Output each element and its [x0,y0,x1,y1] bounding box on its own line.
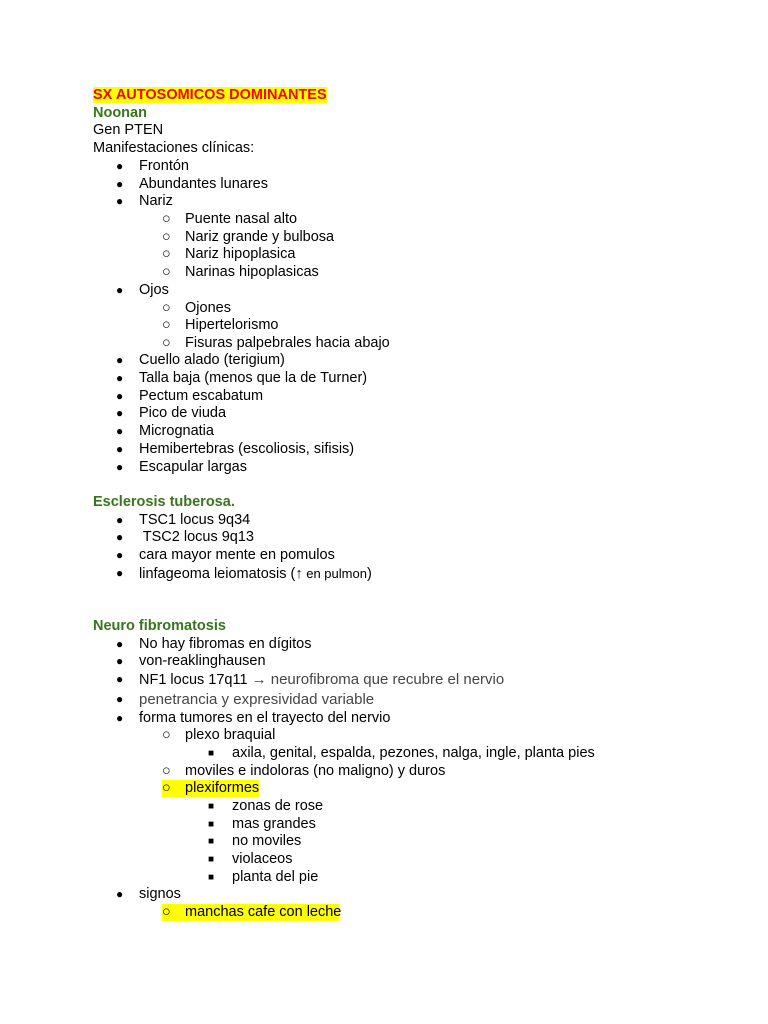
bullet-circle: ○ [162,317,171,333]
list-item: Nariz grande y bulbosa [185,229,335,245]
list-item: Narinas hipoplasicas [185,264,319,280]
list-item: Hemibertebras (escoliosis, sifisis) [139,441,355,457]
noonan-gene: Gen PTEN [93,122,164,138]
neuro-heading: Neuro fibromatosis [93,618,226,634]
list-item: Talla baja (menos que la de Turner) [139,370,368,386]
bullet-square: ■ [208,748,215,759]
list-item: moviles e indoloras (no maligno) y duros [185,763,446,779]
list-item: plexiformes [185,780,260,796]
arrow-up-icon: ↑ [295,566,303,582]
list-item: Pectum escabatum [139,388,264,404]
bullet-disc: ● [116,283,124,297]
list-item: Micrognatia [139,423,214,439]
list-item: Cuello alado (terigium) [139,352,285,368]
list-item: Hipertelorismo [185,317,279,333]
bullet-circle: ○ [162,246,171,262]
list-item: NF1 locus 17q11 → neurofibroma que recubre el nervio [139,671,505,688]
bullet-disc: ● [116,654,124,668]
list-item: axila, genital, espalda, pezones, nalga, ingle, planta pies [232,745,595,761]
bullet-circle: ○ [162,211,171,227]
bullet-square: ■ [208,872,215,883]
bullet-circle: ○ [162,763,171,779]
list-item: planta del pie [232,869,319,885]
list-item: zonas de rose [232,798,324,814]
bullet-disc: ● [116,194,124,208]
list-item: cara mayor mente en pomulos [139,547,335,563]
noonan-heading: Noonan [93,105,147,121]
bullet-disc: ● [116,530,124,544]
bullet-disc: ● [116,692,124,706]
list-item: Frontón [139,158,189,174]
list-item: Nariz hipoplasica [185,246,296,262]
bullet-disc: ● [116,371,124,385]
bullet-disc: ● [116,672,124,686]
bullet-circle: ○ [162,229,171,245]
bullet-disc: ● [116,637,124,651]
bullet-square: ■ [208,819,215,830]
list-item: signos [139,886,181,902]
bullet-square: ■ [208,854,215,865]
list-item: Puente nasal alto [185,211,298,227]
bullet-disc: ● [116,177,124,191]
esclerosis-heading: Esclerosis tuberosa. [93,494,235,510]
bullet-disc: ● [116,159,124,173]
list-item: Escapular largas [139,459,247,475]
bullet-disc: ● [116,389,124,403]
list-item: mas grandes [232,816,316,832]
list-item: plexo braquial [185,727,276,743]
bullet-disc: ● [116,513,124,527]
list-item: Abundantes lunares [139,176,268,192]
bullet-square: ■ [208,801,215,812]
bullet-circle: ○ [162,335,171,351]
bullet-disc: ● [116,711,124,725]
list-item: TSC1 locus 9q34 [139,512,251,528]
bullet-disc: ● [116,424,124,438]
list-item: manchas cafe con leche [185,904,342,920]
doc-title: SX AUTOSOMICOS DOMINANTES [93,87,327,103]
list-item: Ojos [139,282,169,298]
list-item: no moviles [232,833,302,849]
noonan-manifest-label: Manifestaciones clínicas: [93,140,255,156]
list-item: Fisuras palpebrales hacia abajo [185,335,390,351]
list-item: No hay fibromas en dígitos [139,636,312,652]
list-item: violaceos [232,851,293,867]
bullet-circle: ○ [162,780,171,796]
list-item: Ojones [185,300,231,316]
list-item: TSC2 locus 9q13 [139,529,254,545]
bullet-disc: ● [116,566,124,580]
bullet-disc: ● [116,442,124,456]
list-item: linfageoma leiomatosis (↑ en pulmon) [139,566,372,582]
bullet-disc: ● [116,460,124,474]
bullet-circle: ○ [162,264,171,280]
list-item: penetrancia y expresividad variable [139,691,375,708]
bullet-circle: ○ [162,300,171,316]
bullet-disc: ● [116,548,124,562]
list-item: Nariz [139,193,173,209]
bullet-square: ■ [208,836,215,847]
bullet-circle: ○ [162,727,171,743]
list-item: Pico de viuda [139,405,227,421]
bullet-disc: ● [116,887,124,901]
bullet-circle: ○ [162,904,171,920]
bullet-disc: ● [116,406,124,420]
list-item: forma tumores en el trayecto del nervio [139,710,391,726]
list-item: von-reaklinghausen [139,653,266,669]
bullet-disc: ● [116,353,124,367]
